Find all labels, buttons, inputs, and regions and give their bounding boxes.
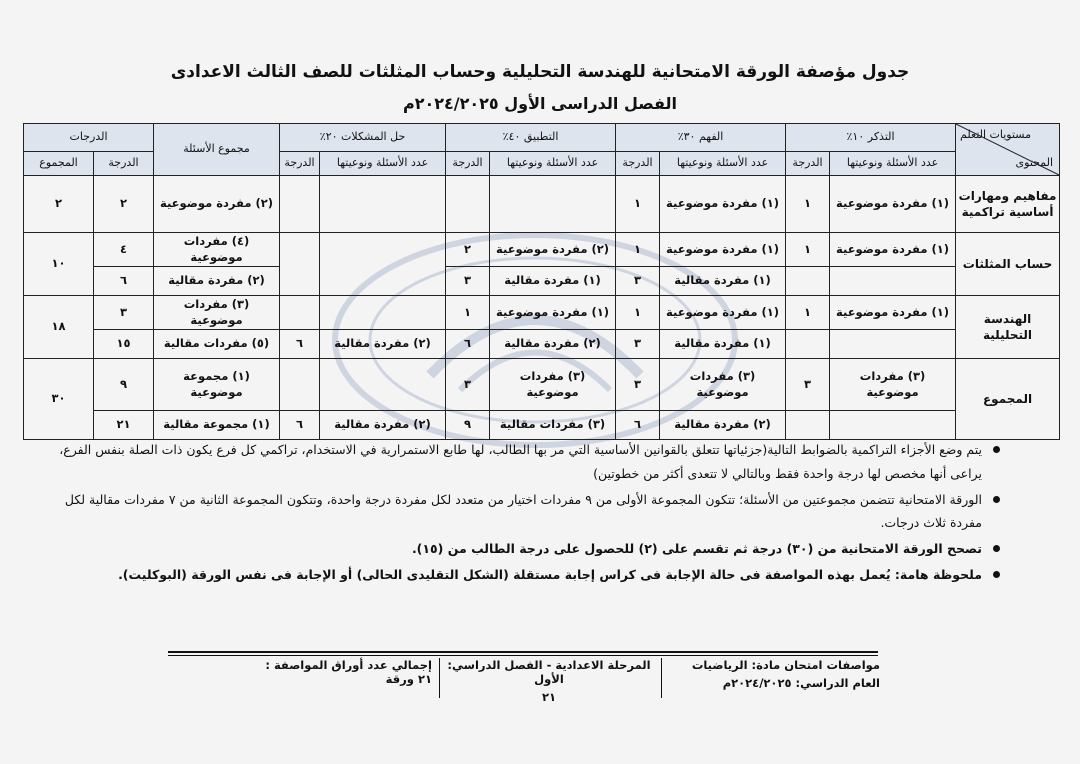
page-number: ٢١	[541, 690, 557, 704]
table-cell: ٦	[446, 330, 490, 359]
specification-table	[23, 123, 1060, 440]
note-item: ملحوظة هامة: يُعمل بهذه المواصفة فى حالة الإجابة فى كراس إجابة مستقلة (الشكل التقليدى الحالى) أو الإجابة فى نفس الورقة (البوكليت).	[50, 563, 1000, 587]
header-grades: الدرجات	[24, 124, 154, 152]
table-cell	[320, 359, 446, 411]
sub-grade: الدرجة	[616, 152, 660, 176]
table-cell: (٣) مفردات موضوعية	[830, 359, 956, 411]
table-cell: ١	[616, 233, 660, 267]
table-cell: (١) مفردة موضوعية	[660, 176, 786, 233]
table-cell: ٣	[616, 267, 660, 296]
document-title: جدول مؤصفة الورقة الامتحانية للهندسة التحليلية وحساب المثلثات للصف الثالث الاعدادى	[170, 62, 910, 82]
table-cell: ٣٠	[24, 359, 94, 440]
table-cell: ٣	[94, 296, 154, 330]
table-cell: ٣	[786, 359, 830, 411]
row-label: المجموع	[956, 359, 1060, 440]
table-cell	[446, 176, 490, 233]
table-cell: (٢) مفردة مقالية	[490, 330, 616, 359]
table-cell: (٢) مفردة مقالية	[154, 267, 280, 296]
table-cell	[830, 330, 956, 359]
row-label: الهندسة التحليلية	[956, 296, 1060, 359]
table-cell: (٣) مفردات موضوعية	[154, 296, 280, 330]
table-cell: ٣	[616, 330, 660, 359]
table-cell: (٣) مفردات مقالية	[490, 411, 616, 440]
table-cell: (٢) مفردة موضوعية	[154, 176, 280, 233]
table-cell: ٦	[280, 330, 320, 359]
levels-label: مستويات التعلم	[960, 128, 1031, 141]
table-cell	[280, 233, 320, 296]
footer-divider	[168, 655, 878, 656]
table-cell	[320, 233, 446, 296]
footer-divider	[168, 651, 878, 653]
note-item: تصحح الورقة الامتحانية من (٣٠) درجة ثم تقسم على (٢) للحصول على درجة الطالب من (١٥).	[50, 537, 1000, 561]
table-cell: ٦	[94, 267, 154, 296]
table-cell	[830, 267, 956, 296]
table-cell	[280, 296, 320, 330]
corner-header	[956, 124, 1060, 176]
table-cell: ٢	[446, 233, 490, 267]
table-row	[24, 267, 1060, 296]
table-row	[24, 411, 1060, 440]
table-cell: ٩	[446, 411, 490, 440]
table-cell: (٢) مفردة موضوعية	[490, 233, 616, 267]
header-understand: الفهم ٣٠٪	[616, 124, 786, 152]
table-cell	[830, 411, 956, 440]
table-row	[24, 233, 1060, 267]
note-item: يتم وضع الأجزاء التراكمية بالضوابط التالية(جزئياتها تتعلق بالقوانين الأساسية التي مر بها الطالب، لها طابع الاستمرارية في الاستخدام، تراكمي كل فرع يكون ذات الصلة بنفس الفرع، يراعى أنها مخصص لها درجة واحدة فقط وبالتالي لا تتعدى أكثر من خطوتين)	[50, 438, 1000, 486]
footer-year: العام الدراسي: ٢٠٢٤/٢٠٢٥م	[722, 676, 880, 690]
table-cell: (٥) مفردات مقالية	[154, 330, 280, 359]
table-cell: ١	[786, 233, 830, 267]
table-cell: ١٨	[24, 296, 94, 359]
table-cell	[320, 296, 446, 330]
table-cell: (١) مجموعة مقالية	[154, 411, 280, 440]
table-row	[24, 330, 1060, 359]
table-cell	[786, 411, 830, 440]
table-cell: ٤	[94, 233, 154, 267]
table-cell: ٩	[94, 359, 154, 411]
table-cell: ٦	[616, 411, 660, 440]
table-cell: (١) مفردة موضوعية	[490, 296, 616, 330]
table-cell: (٤) مفردات موضوعية	[154, 233, 280, 267]
sub-grade: الدرجة	[280, 152, 320, 176]
table-cell: (١) مجموعة موضوعية	[154, 359, 280, 411]
sub-count-type: عدد الأسئلة ونوعيتها	[830, 152, 956, 176]
sub-grade: الدرجة	[94, 152, 154, 176]
table-cell: (٣) مفردات موضوعية	[490, 359, 616, 411]
table-cell	[490, 176, 616, 233]
row-label: حساب المثلثات	[956, 233, 1060, 296]
table-cell: ١	[616, 176, 660, 233]
table-cell: ٣	[616, 359, 660, 411]
table-cell: (١) مفردة موضوعية	[660, 233, 786, 267]
footer-stage: المرحلة الاعدادية - الفصل الدراسي: الأول	[447, 658, 651, 686]
table-cell: (١) مفردة موضوعية	[830, 296, 956, 330]
sub-total: المجموع	[24, 152, 94, 176]
table-cell: (٢) مفردة مقالية	[320, 330, 446, 359]
footer-subject: مواصفات امتحان مادة: الرياضيات	[691, 658, 880, 672]
content-label: المحتوى	[1015, 156, 1054, 170]
table-cell: ١	[446, 296, 490, 330]
table-cell: (١) مفردة مقالية	[660, 330, 786, 359]
table-cell: ١٥	[94, 330, 154, 359]
table-cell: ٦	[280, 411, 320, 440]
table-cell: ٣	[446, 359, 490, 411]
document-subtitle: الفصل الدراسى الأول ٢٠٢٤/٢٠٢٥م	[402, 94, 678, 113]
table-cell: (١) مفردة موضوعية	[830, 233, 956, 267]
table-cell: ١	[786, 296, 830, 330]
note-item: الورقة الامتحانية تتضمن مجموعتين من الأسئلة؛ تتكون المجموعة الأولى من ٩ مفردات اختيار من متعدد لكل مفردة درجة واحدة، وتتكون المجموعة الثانية من ٧ مفردات مقالية لكل مفردة ثلاث درجات.	[50, 488, 1000, 536]
header-apply: التطبيق ٤٠٪	[446, 124, 616, 152]
table-cell: ٢	[24, 176, 94, 233]
table-cell: ١	[616, 296, 660, 330]
table-cell: (٢) مفردة مقالية	[660, 411, 786, 440]
table-cell: (١) مفردة موضوعية	[660, 296, 786, 330]
table-cell: ٣	[446, 267, 490, 296]
header-sum-questions: مجموع الأسئلة	[154, 124, 280, 176]
table-row	[24, 296, 1060, 330]
table-cell: (١) مفردة مقالية	[490, 267, 616, 296]
table-cell: ٢١	[94, 411, 154, 440]
table-cell: (١) مفردة موضوعية	[830, 176, 956, 233]
sub-count-type: عدد الأسئلة ونوعيتها	[320, 152, 446, 176]
sub-count-type: عدد الأسئلة ونوعيتها	[660, 152, 786, 176]
table-cell: (٢) مفردة مقالية	[320, 411, 446, 440]
header-remember: التذكر ١٠٪	[786, 124, 956, 152]
header-problems: حل المشكلات ٢٠٪	[280, 124, 446, 152]
table-row	[24, 359, 1060, 411]
sub-grade: الدرجة	[786, 152, 830, 176]
table-cell: (١) مفردة مقالية	[660, 267, 786, 296]
table-cell	[280, 359, 320, 411]
notes-list	[50, 438, 1000, 589]
table-cell: ١٠	[24, 233, 94, 296]
row-label: مفاهيم ومهارات أساسية تراكمية	[956, 176, 1060, 233]
sub-grade: الدرجة	[446, 152, 490, 176]
table-row	[24, 176, 1060, 233]
table-cell: ١	[786, 176, 830, 233]
table-cell	[786, 267, 830, 296]
table-cell: (٣) مفردات موضوعية	[660, 359, 786, 411]
table-cell	[320, 176, 446, 233]
footer-total-pages: إجمالي عدد أوراق المواصفة : ٢١ ورقة	[265, 658, 432, 686]
table-cell	[786, 330, 830, 359]
table-cell: ٢	[94, 176, 154, 233]
sub-count-type: عدد الأسئلة ونوعيتها	[490, 152, 616, 176]
table-cell	[280, 176, 320, 233]
